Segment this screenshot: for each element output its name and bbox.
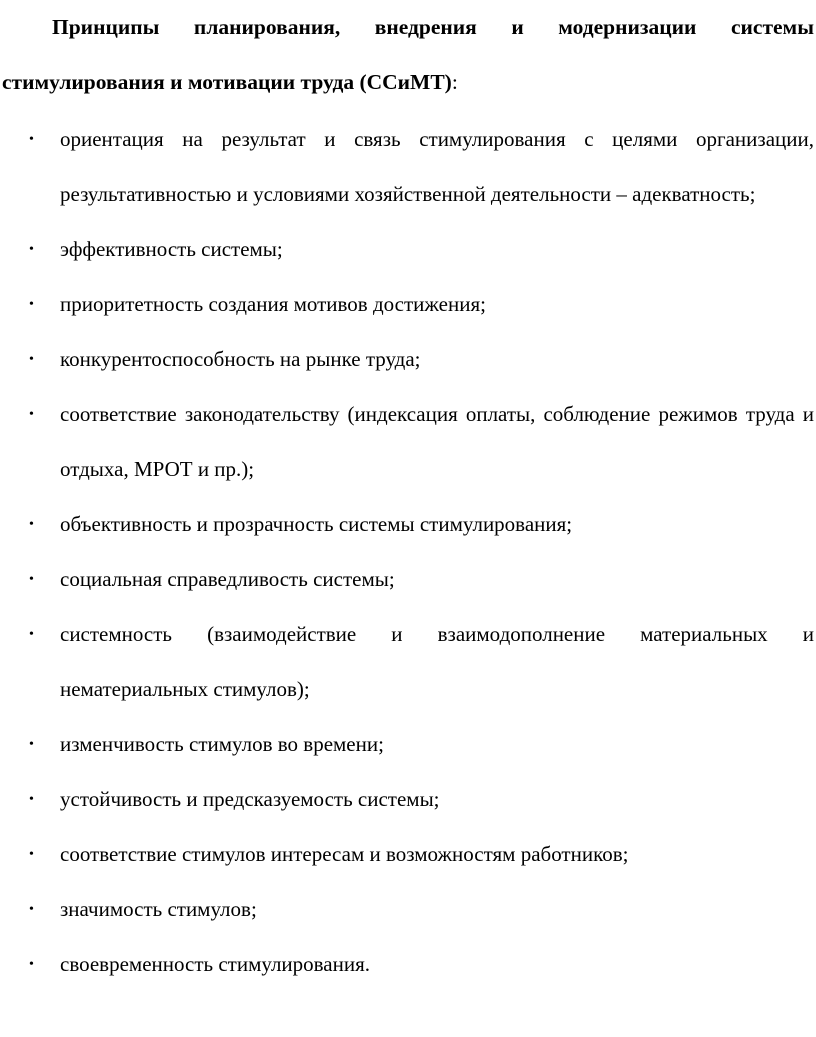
list-item-text: конкурентоспособность на рынке труда; <box>60 347 421 371</box>
list-item <box>2 112 814 222</box>
list-item-text: объективность и прозрачность системы стимулирования; <box>60 512 573 536</box>
list-item-text: ориентация на результат и связь стимулирования с целями организации, результативностью и условиями хозяйственной деятельности – адекватность; <box>60 127 814 206</box>
bullet-icon: • <box>29 572 34 587</box>
list-item <box>2 277 814 332</box>
list-item-text: значимость стимулов; <box>60 897 257 921</box>
list-item-text: соответствие стимулов интересам и возможностям работников; <box>60 842 629 866</box>
list-item <box>2 882 814 937</box>
bullet-icon: • <box>29 847 34 862</box>
bullet-icon: • <box>29 902 34 917</box>
bullet-icon: • <box>29 407 34 422</box>
list-item <box>2 222 814 277</box>
bullet-icon: • <box>29 627 34 642</box>
bullet-icon: • <box>29 132 34 147</box>
bullet-icon: • <box>29 957 34 972</box>
list-item-text: устойчивость и предсказуемость системы; <box>60 787 440 811</box>
bullet-icon: • <box>29 737 34 752</box>
list-item <box>2 937 814 992</box>
list-item <box>2 497 814 552</box>
list-item <box>2 772 814 827</box>
section-heading <box>2 0 814 110</box>
heading-line-2: стимулирования и мотивации труда (ССиМТ) <box>2 70 452 94</box>
list-item-text: приоритетность создания мотивов достижения; <box>60 292 486 316</box>
bullet-icon: • <box>29 352 34 367</box>
bullet-icon: • <box>29 242 34 257</box>
bullet-icon: • <box>29 792 34 807</box>
list-item-text: эффективность системы; <box>60 237 283 261</box>
list-item <box>2 552 814 607</box>
list-item <box>2 827 814 882</box>
list-item-text: социальная справедливость системы; <box>60 567 395 591</box>
list-item-text: соответствие законодательству (индексация оплаты, соблюдение режимов труда и отдыха, МРОТ и пр.); <box>60 402 814 481</box>
list-item <box>2 717 814 772</box>
principles-list <box>2 112 814 992</box>
list-item <box>2 607 814 717</box>
list-item-text: изменчивость стимулов во времени; <box>60 732 384 756</box>
heading-line-1: Принципы планирования, внедрения и модернизации системы <box>52 15 814 39</box>
heading-colon: : <box>451 70 458 94</box>
list-item-text: своевременность стимулирования. <box>60 952 371 976</box>
bullet-icon: • <box>29 517 34 532</box>
list-item <box>2 332 814 387</box>
list-item <box>2 387 814 497</box>
list-item-text: системность (взаимодействие и взаимодополнение материальных и нематериальных стимулов); <box>60 622 814 701</box>
bullet-icon: • <box>29 297 34 312</box>
